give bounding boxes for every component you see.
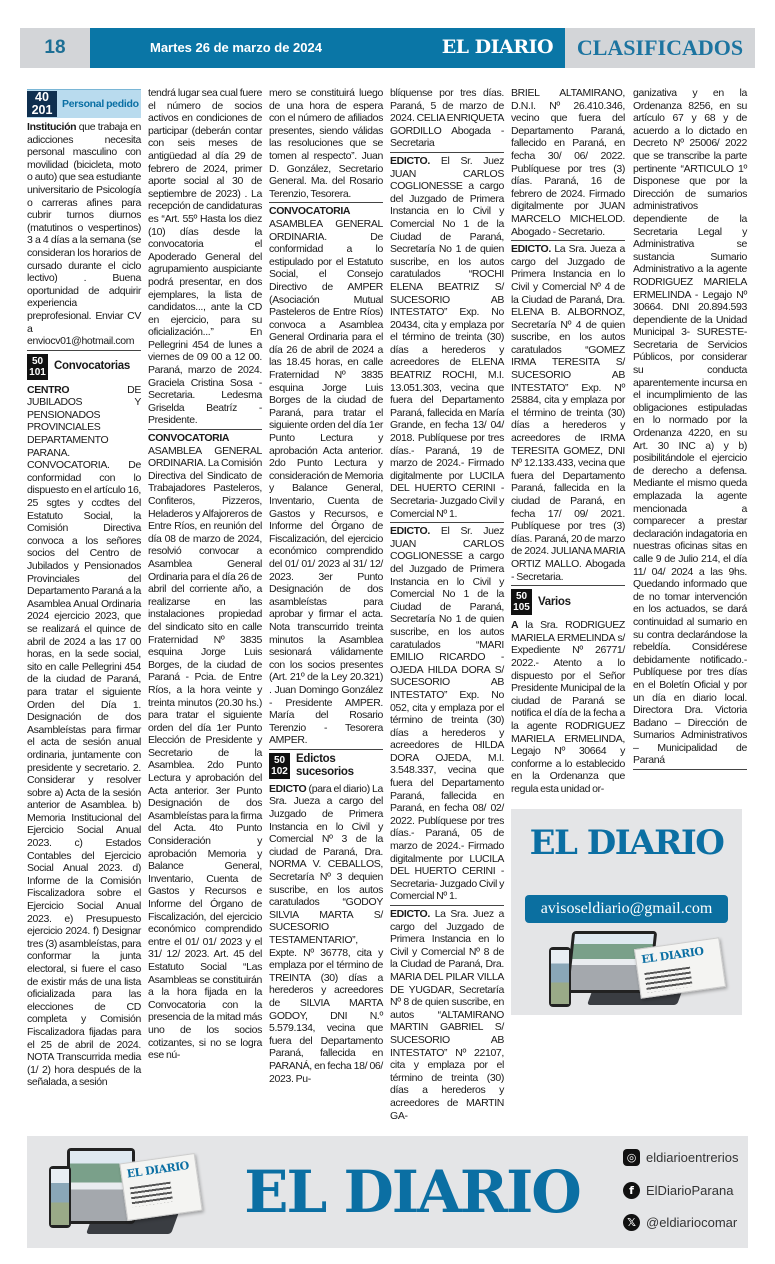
social-handle: @eldiariocomar bbox=[646, 1215, 738, 1231]
section-code: 50 101 bbox=[27, 354, 48, 380]
devices-illustration bbox=[45, 1144, 195, 1240]
section-label: Convocatorias bbox=[54, 360, 130, 373]
classified-notice: BRIEL ALTAMIRANO, D.N.I. Nº 26.410.346, vecino que fuera del Departamento Paraná, fallecido en Paraná, en fecha 30/ 06/ 2022. Publíquese por tres (3) días. Paraná, 16 de febrero de 2024. Firmado digitalmente por JUAN MARCELO MICHELOD. Abogado - Secretario. bbox=[511, 87, 625, 241]
section-label: Edictos sucesorios bbox=[296, 752, 354, 778]
masthead-logo: EL DIARIO bbox=[441, 36, 553, 58]
paper-logo: EL DIARIO bbox=[125, 1159, 190, 1181]
social-facebook[interactable] bbox=[623, 1182, 733, 1199]
classified-notice: tendrá lugar sea cual fuere el número de socios activos en condiciones de participar (deberán contar con seis meses de antigüedad al día 29 de febrero de 2024, primer aporte social al 30 de septiembre de 2023) . La recepción de candidaturas es “Art. 55º Hasta los diez (10) días desde la convocatoria el Apoderado General del agrupamiento auspiciante podrá presentar, en dos ejemplares, la lista de candidatos..., ante la CD en ejercicio, para su oficialización...” En Pellegrini 454 de lunes a viernes de 09 00 a 12 00. Paraná, marzo de 2024. Graciela Cristina Sosa - Secretaria. Ledesma Griselda Beatríz - Presidente. bbox=[148, 87, 262, 430]
classified-notice: EDICTO. El Sr. Juez JUAN CARLOS COGLIONESSE a cargo del Juzgado de Primera Instancia en lo Civil y Comercial No 1 de la Ciudad de Paraná, Secretaría No 1 de quien suscribe, en los autos caratulados “MARI EMILIO RICARDO - OJEDA HILDA DORA S/ SUCESORIO AB INTESTATO” Exp. No 052, cita y emplaza por el término de treinta (30) días a herederos y acreedores de HILDA DORA OJEDA, M.I. 3.548.337, vecina que fuera del Departamento Paraná, fallecida en Paraná, en fecha 08/ 02/ 2022. Publíquese por tres días.- Paraná, 05 de marzo de 2024.- Firmado digitalmente por LUCILA DEL HUERTO CERINI -Secretaria- Juzgado Civil y Comercial Nº 1. bbox=[390, 525, 504, 906]
classified-notice: EDICTO. La Sra. Jueza a cargo del Juzgado de Primera Instancia en lo Civil y Comercial Nº 4 de la Ciudad de Paraná, Dra. ELENA B. ALBORNOZ, Secretaría Nº 4 de quien suscribe, en los autos caratulados “GOMEZ IRMA TERESITA S/ SUCESORIO AB INTESTATO” Exp. Nº 25884, cita y emplaza por el término de treinta (30) días a herederos y acreedores de IRMA TERESITA GOMEZ, DNI Nº 12.133.433, vecina que fuera del Departamento Paraná, fallecida en la ciudad de Paraná, en fecha 17/ 09/ 2021. Publíquese por tres (3) días. Paraná, 20 de marzo de 2024. JULIANA MARIA ORTIZ MALLO. Abogada - Secretaria. bbox=[511, 243, 625, 586]
issue-date: Martes 26 de marzo de 2024 bbox=[150, 40, 322, 55]
social-instagram[interactable] bbox=[623, 1149, 739, 1166]
instagram-icon: ◎ bbox=[623, 1149, 640, 1166]
classifieds-body bbox=[0, 87, 748, 1122]
classified-notice: ganizativa y en la Ordenanza 8256, en su artículo 67 y 68 y de acuerdo a lo dictado en Decreto Nº 25006/ 2022 que se transcribe la parte pertinente “ARTICULO 1º Disponese que por la Dirección de sumarios administrativos dependiente de la Secretaria Legal y Administrativa se sustancia Sumario Administrativo a la agente RODRIGUEZ MARIELA ERMELINDA - Legajo Nº 30664. DNI 20.894.593 dependiente de la Unidad Municipal 3- SURESTE- Secretaria de Servicios Públicos, por considerar su conducta aparentemente incursa en el incumplimiento de las obligaciones estipuladas en lo normado por la Ordenanza 4220, en su Art. 30 INC a) y b) posibilitándole el ejercicio de derecho a defensa. Mediante el mismo queda emplazada la agente mencionada a comparecer a prestar declaración indagatoria en nuestras oficinas sitas en calle 9 de Julio 214, el día 11/ 04/ 2024 a las 9hs. Quedando informado que de no tomar intervención en los actuados, se dará continuidad al sumario en su contra declarándose la rebeldía. Considérese debidamente notificado.- Publíquese por tres días en el Boletín Oficial y por un día en diario local. Directora Dra. Victoria Badano – Dirección de Sumarios Administrativos – Municipalidad de Paraná bbox=[633, 87, 747, 770]
header-band bbox=[90, 28, 565, 68]
column-5 bbox=[511, 87, 625, 795]
section-label: Personal pedido bbox=[62, 98, 139, 110]
classified-notice: blíquense por tres días. Paraná, 5 de marzo de 2024. CELIA ENRIQUETA GORDILLO Abogada - Secretaria bbox=[390, 87, 504, 153]
classified-notice: EDICTO (para el diario) La Sra. Jueza a cargo del Juzgado de Primera Instancia en lo Civil y Comercial Nº 3 de la ciudad de Paraná, Dra. NORMA V. CEBALLOS, Secretaría Nº 3 dequien suscribe, en los autos caratulados “GODOY SILVIA MARTA S/ SUCESORIO TESTAMENTARIO”, Expte. Nº 36778, cita y emplaza por el término de TREINTA (30) días a herederos y acreedores de SILVIA MARTA GODOY, DNI N.º 5.579.134, vecina que fuera del Departamento Paraná, fallecida en PARANÁ, en fecha 18/ 06/ 2023. Pu- bbox=[269, 782, 383, 1085]
classified-notice: EDICTO. El Sr. Juez JUAN CARLOS COGLIONESSE a cargo del Juzgado de Primera Instancia en lo Civil y Comercial No 1 de la Ciudad de Paraná, Secretaría No 1 de quien suscribe, en los autos caratulados “ROCHI ELENA BEATRIZ S/ SUCESORIO AB INTESTATO” Exp. No 20434, cita y emplaza por el término de treinta (30) días a herederos y acreedores de ELENA BEATRIZ ROCHI, M.I. 13.051.303, vecina que fuera del Departamento Paraná, fallecida en María Grande, en fecha 13/ 04/ 2018. Publíquese por tres días.- Paraná, 19 de marzo de 2024.- Firmado digitalmente por LUCILA DEL HUERTO CERINI -Secretaria- Juzgado Civil y Comercial Nº 1. bbox=[390, 155, 504, 523]
banner-logo: EL DIARIO bbox=[244, 1158, 580, 1227]
section-heading bbox=[269, 752, 383, 780]
ad-box bbox=[511, 809, 742, 1015]
page-number: 18 bbox=[20, 28, 90, 68]
bottom-banner bbox=[27, 1136, 748, 1248]
section-label: Varios bbox=[538, 595, 571, 608]
page-header bbox=[0, 0, 775, 87]
devices-illustration bbox=[541, 931, 721, 1011]
section-code: 50 102 bbox=[269, 753, 290, 779]
column-2 bbox=[148, 87, 262, 1062]
x-icon: 𝕏 bbox=[623, 1214, 640, 1231]
social-handle: eldiarioentrerios bbox=[646, 1150, 739, 1166]
classified-notice: CONVOCATORIA ASAMBLEA GENERAL ORDINARIA. De conformidad a lo estipulado por el Estatuto Social, el Consejo Directivo de AMPER (Asociación Mutual Pasteleros de Entre Ríos) convoca a Asamblea General Ordinaria para el día 26 de abril de 2024 a las 18.45 horas, en calle Fraternidad Nº 3835 esquina Jorge Luis Borges de la ciudad de Paraná, para tratar el siguiente orden del día 1er Punto Lectura y aprobación Acta anterior. 2do Punto Lectura y consideración de Memoria y Balance General, Inventario, Cuenta de Gastos y Recursos, e Informe del Órgano de Fiscalización, del ejercicio económico comprendido del 01/ 01/ 2023 al 31/ 12/ 2023. 3er Punto Designación de dos asambleístas para aprobar y firmar el acta. Nota transcurrido treinta minutos la Asamblea sesionará válidamente con los socios presentes (Art. 21º de la Ley 20.321) . Juan Domingo González - Presidente AMPER. María del Rosario Terenzio - Tesorera AMPER. bbox=[269, 205, 383, 750]
column-1 bbox=[27, 87, 141, 1089]
columns-5-6 bbox=[511, 87, 747, 1015]
column-3 bbox=[269, 87, 383, 1085]
paper-logo: EL DIARIO bbox=[640, 945, 705, 967]
classified-notice: Institución que trabaja en adicciones necesita personal masculino con movilidad (bicicleta, moto o auto) que sea estudiante universitario de Psicología o carreras afines para cubrir turnos diurnos (matutinos o vespertinos) 3 a 4 días a la semana (se consideran los horarios de cursado durante el ciclo lectivo) . Buena oportunidad de adquirir experiencia preprofesional. Enviar CV a enviocv01@hotmail.com bbox=[27, 121, 141, 351]
ad-email[interactable]: avisoseldiario@gmail.com bbox=[525, 895, 728, 923]
section-title: CLASIFICADOS bbox=[565, 28, 755, 68]
social-handle: ElDiarioParana bbox=[646, 1183, 734, 1199]
classified-notice: CONVOCATORIA ASAMBLEA GENERAL ORDINARIA. La Comisión Directiva del Sindicato de Trabajadores Pasteleros, Confiteros, Pizzeros, Heladeros y Alfajoreros de Entre Ríos, en reunión del día 08 de marzo de 2024, resolvió convocar a Asamblea General Ordinaria para el día 26 de abril del corriente año, a realizarse en las instalaciones propiedad del sindicato sito en calle Fraternidad Nº 3835 esquina Jorge Luis Borges, de la ciudad de Paraná - Pcia. de Entre Ríos, a la hora veinte y treinta minutos (20.30 hs.) para tratar el siguiente orden del día 1er Punto Elección de Presidente y Secretario de la Asamblea. 2do Punto Lectura y aprobación del Acta anterior. 3er Punto Designación de dos Asambleístas para la firma del Acta. 4to Punto Consideración y aprobación Memoria y Balance General, Inventario, Cuenta de Gastos y Recursos e Informe del Órgano de Fiscalización, del ejercicio económico comprendido entre el 01/ 01/ 2023 y el 31/ 12/ 2023. Art. 45 del Estatuto Social “Las Asambleas se constituirán a la hora fijada en la Convocatoria con la presencia de la mitad más uno de los socios cotizantes, si no se logra ese nú- bbox=[148, 432, 262, 1062]
classified-notice: A la Sra. RODRIGUEZ MARIELA ERMELINDA s/ Expediente Nº 26771/ 2022.- Atento a lo dispuesto por el Señor Presidente Municipal de la ciudad de Paraná se notifica el día de la fecha a la agente RODRIGUEZ MARIELA ERMELINDA, Legajo Nº 30664 y conforme a lo establecido en la Ordenanza que regula esta unidad or- bbox=[511, 619, 625, 795]
section-heading bbox=[27, 353, 141, 381]
social-x[interactable] bbox=[623, 1214, 737, 1231]
section-code: 40 201 bbox=[27, 91, 57, 117]
section-code: 50 105 bbox=[511, 589, 532, 615]
classified-notice: EDICTO. La Sra. Juez a cargo del Juzgado de Primera Instancia en lo Civil y Comercial Nº 8 de la Ciudad de Paraná, Dra. MARIA DEL PILAR VILLA DE YUGDAR, Secretaría Nº 8 de quien suscribe, en autos “ALTAMIRANO MARTIN GABRIEL S/ SUCESORIO AB INTESTATO” Nº 22107, cita y emplaza por el término de treinta (30) días a herederos y acreedores de MARTIN GA- bbox=[390, 908, 504, 1122]
column-6 bbox=[633, 87, 747, 795]
section-heading bbox=[27, 89, 141, 118]
facebook-icon: f bbox=[623, 1182, 640, 1199]
classified-notice: mero se constituirá luego de una hora de espera con el número de afiliados presentes, siendo válidas las resoluciones que se tomen al respecto”. Juan D. González, Secretario General. Ma. del Rosario Terenzio, Tesorera. bbox=[269, 87, 383, 203]
ad-logo: EL DIARIO bbox=[529, 823, 724, 864]
column-4 bbox=[390, 87, 504, 1122]
classified-notice: CENTRO DE JUBILADOS Y PENSIONADOS PROVINCIALES DEPARTAMENTO PARANA. CONVOCATORIA. De conformidad con lo dispuesto en el artículo 16, 25 sgtes y ccdtes del Estatuto Social, la Comisión Directiva convoca a los señores socios del Centro de Jubilados y Pensionados Provinciales del Departamento Paraná a la Asamblea Anual Ordinaria 2024 ejercicio 2023, que se realizará el quince de abril de 2024 a las 17 00 horas, en la sede social, sito en calle Pellegrini 454 de la ciudad de Paraná, para tratar el siguiente Orden del Día 1. Designación de dos Asambleístas para firmar el acta de sesión anual ordinaria, juntamente con presidente y secretario. 2. Considerar y resolver sobre a) Acta de la sesión anterior de Asamblea. b) Memoria Institucional del Ejercicio Social Anual 2023. c) Estados Contables del Ejercicio Social Anual 2023. d) Informe de la Comisión Fiscalizadora sobre el Ejercicio Social Anual 2023. e) Presupuesto ejercicio 2024. f) Designar tres (3) asambleístas, para conformar la junta electoral, si fuere el caso de existir más de una lista oficializada para las elecciones de CD completa y Comisión Fiscalizadora fijadas para el 25 de abril de 2024. NOTA Transcurrida media (1/ 2) hora después de la señalada, a sesión bbox=[27, 383, 141, 1089]
section-heading bbox=[511, 588, 625, 616]
